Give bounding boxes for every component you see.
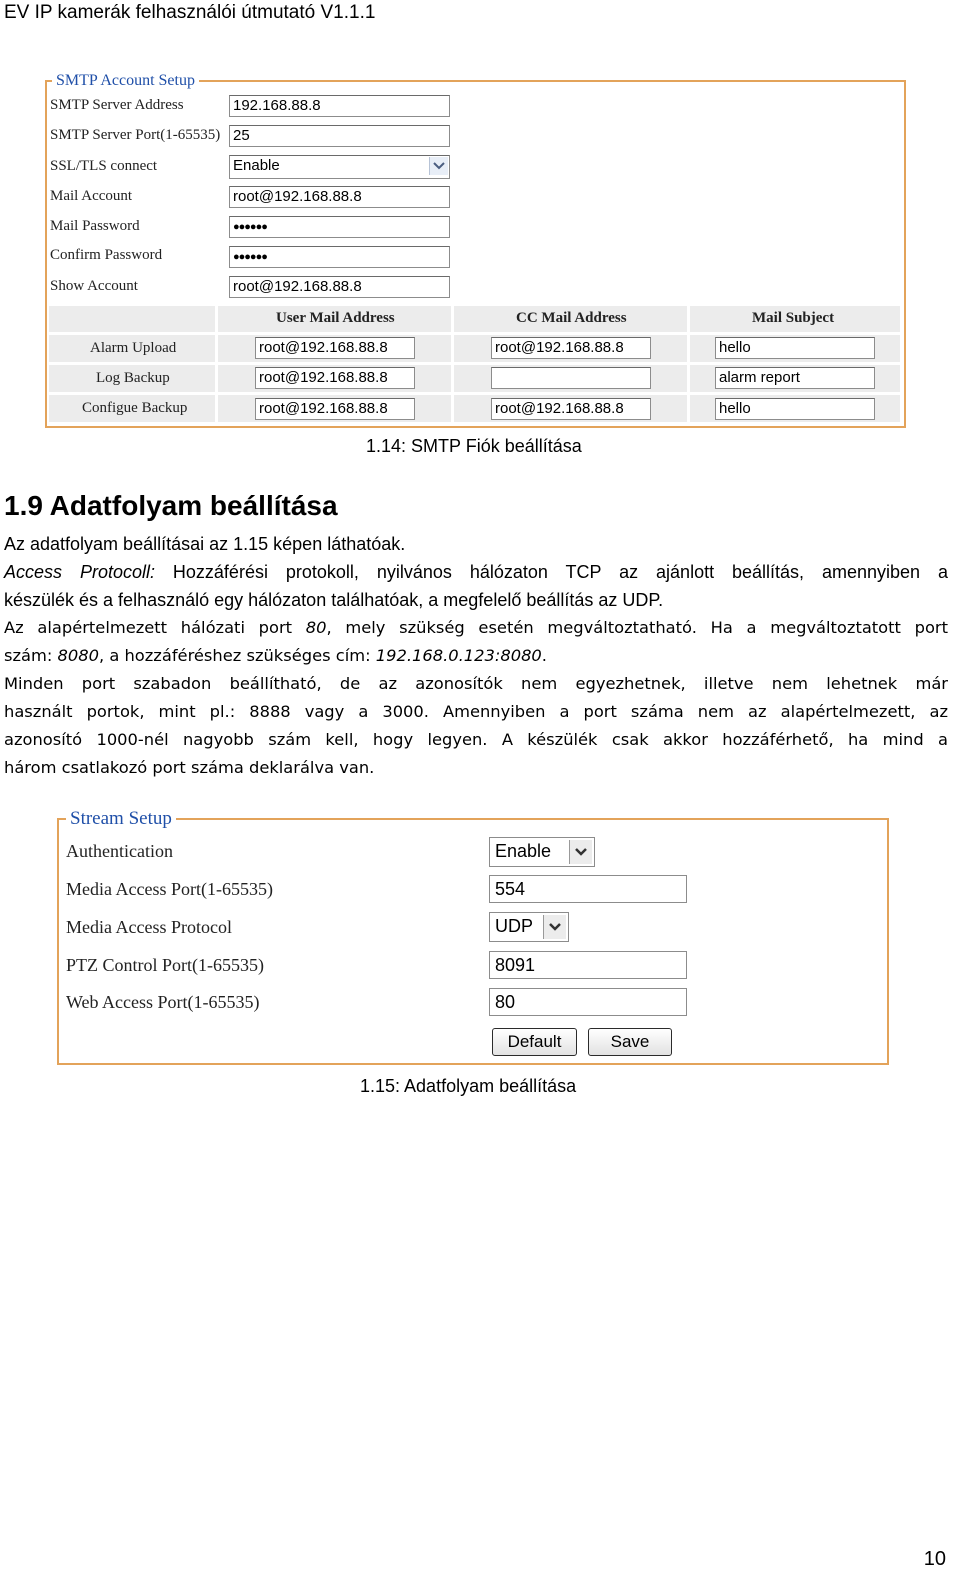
stream-setup-panel <box>57 818 889 1065</box>
ptz-control-port-input[interactable]: 8091 <box>489 951 687 979</box>
default-button[interactable]: Default <box>492 1028 577 1056</box>
paragraph-line <box>4 642 948 670</box>
ssl-tls-connect-value: Enable <box>233 157 280 174</box>
paragraph-line: azonosító 1000-nél nagyobb szám kell, hogy legyen. A készülék csak akkor hozzáférhető, ha mind a <box>4 730 948 749</box>
configue-backup-label: Configue Backup <box>82 400 188 416</box>
ssl-tls-connect-label: SSL/TLS connect <box>50 158 158 174</box>
figure-caption-1-14: 1.14: SMTP Fiók beállítása <box>366 436 582 456</box>
configue-backup-user-input[interactable]: root@192.168.88.8 <box>255 398 415 420</box>
smtp-server-address-input[interactable]: 192.168.88.8 <box>229 95 450 117</box>
save-button[interactable]: Save <box>588 1028 672 1056</box>
mail-subject-header: Mail Subject <box>752 310 835 326</box>
paragraph-text: . <box>541 646 547 665</box>
authentication-label: Authentication <box>66 841 173 861</box>
intro-line: Az adatfolyam beállításai az 1.15 képen láthatóak. <box>4 534 406 554</box>
paragraph-line: három csatlakozó port száma deklarálva van. <box>4 758 375 777</box>
show-account-input[interactable]: root@192.168.88.8 <box>229 276 450 298</box>
smtp-server-port-label: SMTP Server Port(1-65535) <box>50 127 221 143</box>
mail-password-label: Mail Password <box>50 218 140 234</box>
configue-backup-cc-input[interactable]: root@192.168.88.8 <box>491 398 651 420</box>
document-header-title: EV IP kamerák felhasználói útmutató V1.1.1 <box>4 2 376 23</box>
section-body <box>4 530 948 782</box>
cc-mail-address-header: CC Mail Address <box>516 310 627 326</box>
smtp-server-port-input[interactable]: 25 <box>229 125 450 147</box>
chevron-down-icon[interactable] <box>543 915 566 939</box>
paragraph-text: , mely szükség esetén megváltoztatható. Ha a megváltoztatott port <box>326 618 948 637</box>
paragraph-line: használt portok, mint pl.: 8888 vagy a 3000. Amennyiben a port száma nem az alapértelmezett, az <box>4 702 948 721</box>
configue-backup-subject-input[interactable]: hello <box>715 398 875 420</box>
media-access-protocol-value: UDP <box>495 916 534 936</box>
media-access-protocol-select[interactable] <box>489 912 569 942</box>
mail-account-label: Mail Account <box>50 188 133 204</box>
access-address-value: 192.168.0.123:8080 <box>375 646 542 665</box>
media-access-port-input[interactable]: 554 <box>489 875 687 903</box>
paragraph-line: Minden port szabadon beállítható, de az azonosítók nem egyezhetnek, illetve nem lehetnek már <box>4 674 948 693</box>
paragraph-text: Hozzáférési protokoll, nyilvános hálózaton TCP az ajánlott beállítás, amennyiben a <box>154 562 948 582</box>
log-backup-label: Log Backup <box>96 370 170 386</box>
authentication-select[interactable] <box>489 837 595 867</box>
paragraph-line: készülék és a felhasználó egy hálózaton találhatóak, a megfelelő beállítás az UDP. <box>4 590 664 610</box>
web-access-port-input[interactable]: 80 <box>489 988 687 1016</box>
user-mail-address-header: User Mail Address <box>276 310 395 326</box>
authentication-value: Enable <box>495 841 552 861</box>
log-backup-cc-input[interactable] <box>491 367 651 389</box>
media-access-port-label: Media Access Port(1-65535) <box>66 879 273 899</box>
paragraph-line <box>4 558 948 586</box>
chevron-down-icon[interactable] <box>569 840 592 864</box>
ssl-tls-connect-select[interactable] <box>229 155 450 179</box>
paragraph-line <box>4 614 948 642</box>
media-access-protocol-label: Media Access Protocol <box>66 917 232 937</box>
page-number: 10 <box>923 1548 946 1570</box>
alarm-upload-subject-input[interactable]: hello <box>715 337 875 359</box>
paragraph-text: szám: <box>4 646 58 665</box>
log-backup-subject-input[interactable]: alarm report <box>715 367 875 389</box>
changed-port-value: 8080 <box>57 646 99 665</box>
web-access-port-label: Web Access Port(1-65535) <box>66 992 260 1012</box>
confirm-password-label: Confirm Password <box>50 247 163 263</box>
log-backup-user-input[interactable]: root@192.168.88.8 <box>255 367 415 389</box>
ptz-control-port-label: PTZ Control Port(1-65535) <box>66 955 264 975</box>
confirm-password-input[interactable]: ●●●●●● <box>229 246 450 268</box>
figure-caption-1-15: 1.15: Adatfolyam beállítása <box>360 1076 577 1096</box>
alarm-upload-user-input[interactable]: root@192.168.88.8 <box>255 337 415 359</box>
alarm-upload-label: Alarm Upload <box>90 340 177 356</box>
mail-account-input[interactable]: root@192.168.88.8 <box>229 186 450 208</box>
smtp-panel-legend: SMTP Account Setup <box>52 72 199 90</box>
access-protocol-term: Access Protocoll: <box>4 562 155 582</box>
mail-password-input[interactable]: ●●●●●● <box>229 216 450 238</box>
paragraph-text: , a hozzáféréshez szükséges cím: <box>98 646 376 665</box>
chevron-down-icon[interactable] <box>429 157 448 175</box>
show-account-label: Show Account <box>50 278 138 294</box>
table-header-blank <box>49 306 215 332</box>
section-heading: 1.9 Adatfolyam beállítása <box>4 490 338 521</box>
stream-panel-legend: Stream Setup <box>66 808 176 830</box>
alarm-upload-cc-input[interactable]: root@192.168.88.8 <box>491 337 651 359</box>
paragraph-text: Az alapértelmezett hálózati port <box>4 618 306 637</box>
default-port-value: 80 <box>305 618 327 637</box>
smtp-server-address-label: SMTP Server Address <box>50 97 184 113</box>
